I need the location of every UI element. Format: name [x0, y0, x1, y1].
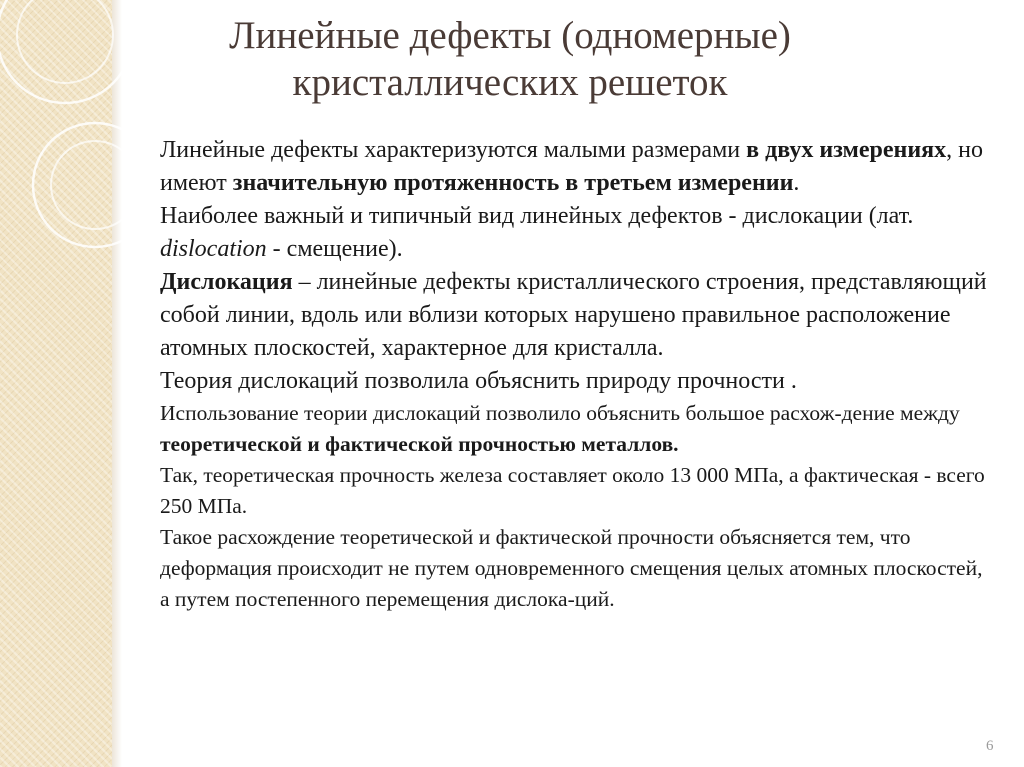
bold-text: Дислокация	[160, 269, 293, 295]
text-run: , но имеют	[160, 137, 983, 196]
body-paragraph	[160, 134, 990, 200]
text-run: Теория дислокаций позволила объяснить природу прочности .	[160, 368, 797, 394]
body-paragraph	[160, 200, 990, 266]
body-paragraph	[160, 460, 990, 522]
body-paragraph	[160, 522, 990, 615]
bold-text: теоретической и фактической прочностью металлов.	[160, 432, 679, 456]
text-run: .	[793, 170, 800, 196]
body-paragraph	[160, 398, 990, 460]
text-run: Такое расхождение теоретической и фактической прочности объясняется тем, что деформация происходит не путем одновременного смещения целых атомных плоскостей, а путем постепенного перемещения дислока-ций.	[160, 525, 983, 611]
italic-text: dislocation	[160, 236, 267, 262]
text-run: Так, теоретическая прочность железа составляет около 13 000 МПа, а фактическая - всего 250 МПа.	[160, 463, 985, 518]
body-paragraph	[160, 365, 990, 398]
concentric-rings-icon	[0, 0, 150, 330]
text-run: Линейные дефекты характеризуются малыми размерами	[160, 137, 747, 163]
title-line-1: Линейные дефекты (одномерные)	[229, 14, 791, 57]
lower-inner-ring	[51, 141, 139, 229]
slide-body	[160, 134, 990, 615]
text-run: Использование теории дислокаций позволило объяснить большое расхож-дение между	[160, 401, 960, 425]
slide-title	[140, 12, 880, 106]
text-run: - смещение).	[266, 236, 403, 262]
text-run: Наиболее важный и типичный вид линейных дефектов - дислокации (лат.	[160, 203, 914, 229]
page-number: 6	[986, 738, 994, 754]
middle-ring	[17, 0, 113, 83]
body-paragraph	[160, 266, 990, 365]
bold-text: в двух измерениях	[746, 137, 947, 163]
bold-text: значительную протяженность в третьем измерении	[232, 170, 794, 196]
title-line-2: кристаллических решеток	[292, 61, 728, 104]
text-run: – линейные дефекты кристаллического строения, представляющий собой линии, вдоль или вблизи которых нарушено правильное расположение атомных плоскостей, характерное для кристалла.	[160, 269, 987, 361]
